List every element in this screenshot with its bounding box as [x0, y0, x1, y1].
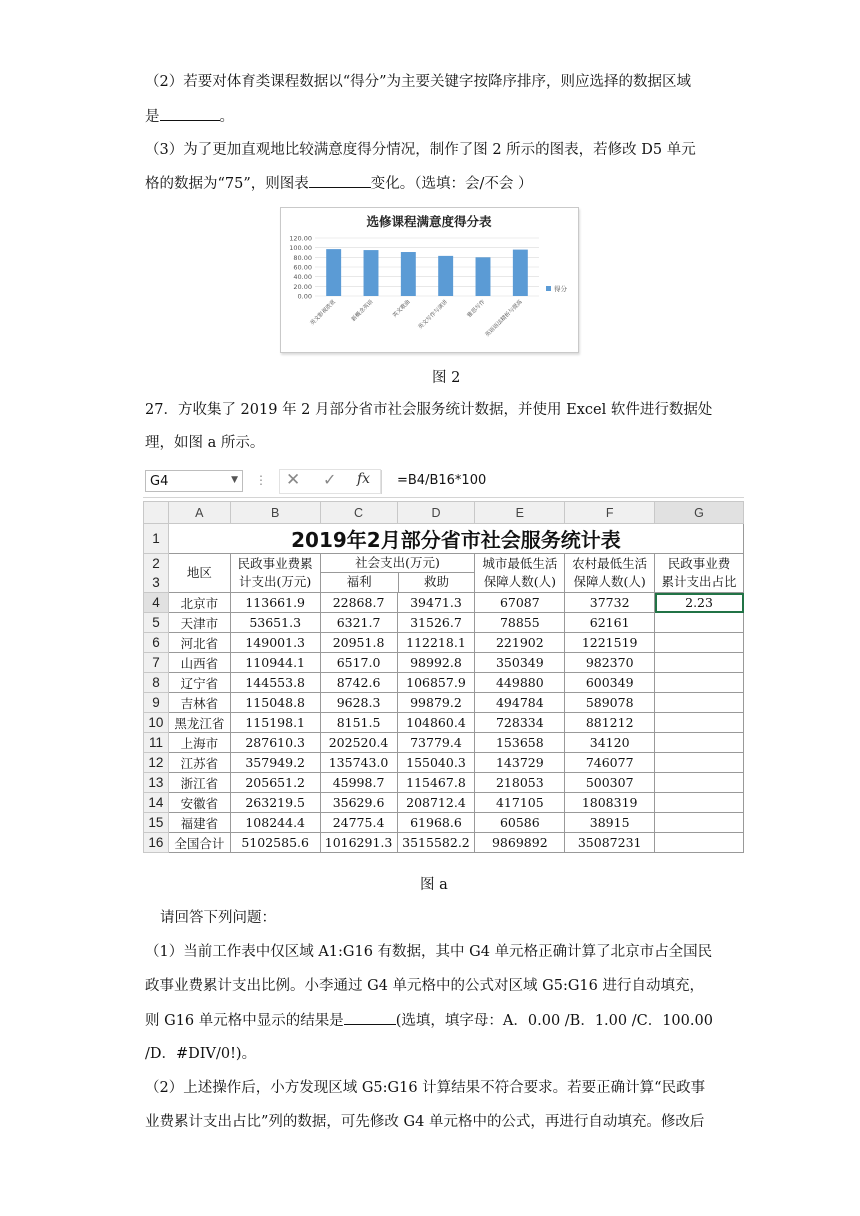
separator [381, 470, 382, 494]
cell-d[interactable]: 98992.8 [397, 653, 475, 673]
cell-region[interactable]: 山西省 [168, 653, 230, 673]
q1-line1: （1）当前工作表中仅区域 A1:G16 有数据，其中 G4 单元格正确计算了北京市占全国民 [145, 944, 713, 960]
cell-b[interactable]: 113661.9 [230, 593, 320, 613]
cell-region[interactable]: 河北省 [168, 633, 230, 653]
cell-c[interactable]: 8151.5 [320, 713, 397, 733]
cell-g[interactable] [655, 633, 744, 653]
cell-b[interactable]: 53651.3 [230, 613, 320, 633]
chart-svg [281, 208, 578, 352]
cell-b[interactable]: 115048.8 [230, 693, 320, 713]
q3-line1: （3）为了更加直观地比较满意度得分情况，制作了图 2 所示的图表，若修改 D5 单元 [145, 142, 696, 158]
cell-e[interactable]: 218053 [475, 773, 565, 793]
cell-b[interactable]: 149001.3 [230, 633, 320, 653]
cell-d[interactable]: 155040.3 [397, 753, 475, 773]
cell-region[interactable]: 天津市 [168, 613, 230, 633]
formula-bar [143, 467, 744, 498]
cell-e[interactable]: 67087 [475, 593, 565, 613]
x-tick-label: 英文写作与演讲 [417, 299, 450, 331]
spreadsheet-grid [143, 501, 744, 853]
cell-region[interactable]: 安徽省 [168, 793, 230, 813]
cell-e[interactable]: 78855 [475, 613, 565, 633]
table-row [144, 833, 744, 853]
cell-c[interactable]: 6517.0 [320, 653, 397, 673]
y-tick-label: 120.00 [289, 234, 312, 243]
cell-c[interactable]: 45998.7 [320, 773, 397, 793]
cell-g[interactable] [655, 673, 744, 693]
sheet-title[interactable]: 2019年2月部分省市社会服务统计表 [168, 524, 743, 554]
cell-region[interactable]: 黑龙江省 [168, 713, 230, 733]
column-header[interactable]: C [320, 502, 397, 524]
satisfaction-chart [280, 207, 579, 353]
row-header[interactable]: 1 [144, 524, 169, 554]
cell-c[interactable]: 20951.8 [320, 633, 397, 653]
cell-d[interactable]: 99879.2 [397, 693, 475, 713]
row-header[interactable]: 13 [144, 773, 169, 793]
column-header[interactable]: F [565, 502, 655, 524]
cell-c[interactable]: 24775.4 [320, 813, 397, 833]
q1-line2: 政事业费累计支出比例。小李通过 G4 单元格中的公式对区域 G5:G16 进行自动填充， [145, 978, 704, 994]
cell-c[interactable]: 9628.3 [320, 693, 397, 713]
cell-d[interactable]: 39471.3 [397, 593, 475, 613]
cell-e[interactable]: 9869892 [475, 833, 565, 853]
y-tick-label: 40.00 [293, 273, 312, 282]
cell-region[interactable]: 江苏省 [168, 753, 230, 773]
cell-e[interactable]: 350349 [475, 653, 565, 673]
column-header[interactable]: G [655, 502, 744, 524]
cell-b[interactable]: 115198.1 [230, 713, 320, 733]
cell-g[interactable] [655, 833, 744, 853]
cell-f[interactable]: 34120 [565, 733, 655, 753]
cell-e[interactable]: 417105 [475, 793, 565, 813]
row-header[interactable]: 4 [144, 593, 169, 613]
cell-g[interactable] [655, 613, 744, 633]
cell-d[interactable]: 208712.4 [397, 793, 475, 813]
cell-e[interactable]: 494784 [475, 693, 565, 713]
bar [438, 256, 453, 296]
questions-intro: 请回答下列问题： [160, 910, 276, 926]
cell-region[interactable]: 上海市 [168, 733, 230, 753]
cell-f[interactable]: 62161 [565, 613, 655, 633]
header-ratio[interactable]: 民政事业费 累计支出占比 [655, 554, 744, 593]
cell-region[interactable]: 全国合计 [168, 833, 230, 853]
cell-g[interactable] [655, 813, 744, 833]
cell-b[interactable]: 5102585.6 [230, 833, 320, 853]
cancel-icon[interactable]: ✕ [286, 470, 301, 490]
cell-d[interactable]: 31526.7 [397, 613, 475, 633]
cell-e[interactable]: 221902 [475, 633, 565, 653]
cell-f[interactable]: 37732 [565, 593, 655, 613]
cell-f[interactable]: 1808319 [565, 793, 655, 813]
cell-e[interactable]: 449880 [475, 673, 565, 693]
y-tick-label: 60.00 [293, 263, 312, 272]
cell-region[interactable]: 福建省 [168, 813, 230, 833]
q2b-line2: 业费累计支出占比”列的数据，可先修改 G4 单元格中的公式，再进行自动填充。修改后 [145, 1114, 705, 1130]
cell-g[interactable] [655, 713, 744, 733]
x-tick-label: 雅思写作 [466, 299, 487, 319]
cell-e[interactable]: 728334 [475, 713, 565, 733]
y-tick-label: 100.00 [289, 244, 312, 253]
row-header[interactable]: 10 [144, 713, 169, 733]
cell-c[interactable]: 1016291.3 [320, 833, 397, 853]
q2-line1: （2）若要对体育类课程数据以“得分”为主要关键字按降序排序，则应选择的数据区域 [145, 74, 692, 90]
q2b-line1: （2）上述操作后，小方发现区域 G5:G16 计算结果不符合要求。若要正确计算“民政事 [145, 1080, 706, 1096]
formula-input[interactable]: =B4/B16*100 [397, 473, 487, 488]
cell-f[interactable]: 38915 [565, 813, 655, 833]
answer-blank [309, 173, 371, 188]
row-header[interactable]: 7 [144, 653, 169, 673]
cell-f[interactable]: 500307 [565, 773, 655, 793]
y-tick-label: 80.00 [293, 253, 312, 262]
cell-g[interactable]: 2.23 [655, 593, 744, 613]
name-box[interactable]: G4 ▼ [145, 470, 243, 492]
x-tick-label: 新概念英语 [350, 299, 375, 323]
cell-g[interactable] [655, 733, 744, 753]
cell-c[interactable]: 8742.6 [320, 673, 397, 693]
table-row [144, 653, 744, 673]
cell-g[interactable] [655, 773, 744, 793]
cell-e[interactable]: 153658 [475, 733, 565, 753]
cell-f[interactable]: 589078 [565, 693, 655, 713]
y-tick-label: 20.00 [293, 282, 312, 291]
cell-region[interactable]: 浙江省 [168, 773, 230, 793]
confirm-icon[interactable]: ✓ [323, 470, 337, 489]
table-row [144, 673, 744, 693]
table-row [144, 753, 744, 773]
table-row [144, 693, 744, 713]
cell-g[interactable] [655, 753, 744, 773]
column-header[interactable]: D [397, 502, 475, 524]
cell-b[interactable]: 205651.2 [230, 773, 320, 793]
cell-d[interactable]: 112218.1 [397, 633, 475, 653]
x-tick-label: 英文歌曲 [391, 299, 412, 319]
cell-d[interactable]: 61968.6 [397, 813, 475, 833]
row-header[interactable]: 14 [144, 793, 169, 813]
cell-f[interactable]: 600349 [565, 673, 655, 693]
excel-window [143, 467, 744, 857]
cell-d[interactable]: 104860.4 [397, 713, 475, 733]
cell-c[interactable]: 22868.7 [320, 593, 397, 613]
bar [326, 249, 341, 296]
chevron-down-icon[interactable]: ▼ [231, 475, 238, 485]
bar [476, 257, 491, 296]
cell-g[interactable] [655, 793, 744, 813]
insert-function-icon[interactable]: fx [357, 471, 371, 487]
table-row [144, 633, 744, 653]
cell-d[interactable]: 73779.4 [397, 733, 475, 753]
row-header[interactable]: 6 [144, 633, 169, 653]
q1-line4: /D．#DIV/0!)。 [145, 1046, 257, 1062]
table-row [144, 793, 744, 813]
cell-c[interactable]: 135743.0 [320, 753, 397, 773]
cell-region[interactable]: 吉林省 [168, 693, 230, 713]
q1-line3: 则 G16 单元格中显示的结果是 (选填，填字母：A．0.00 /B．1.00 /C．100.00 [145, 1010, 735, 1031]
q2-line2: 是 。 [145, 106, 735, 127]
row-header[interactable]: 12 [144, 753, 169, 773]
column-header[interactable]: A [168, 502, 230, 524]
cell-d[interactable]: 3515582.2 [397, 833, 475, 853]
table-row [144, 813, 744, 833]
cell-f[interactable]: 746077 [565, 753, 655, 773]
y-tick-label: 0.00 [297, 292, 312, 301]
header-social-spend[interactable]: 社会支出(万元) 福利 救助 [320, 554, 475, 593]
column-header[interactable]: E [475, 502, 565, 524]
cell-f[interactable]: 1221519 [565, 633, 655, 653]
column-header[interactable]: B [230, 502, 320, 524]
bar [513, 250, 528, 296]
cell-region[interactable]: 北京市 [168, 593, 230, 613]
cell-g[interactable] [655, 653, 744, 673]
bar [364, 250, 379, 296]
header-civil-spend[interactable]: 民政事业费累 计支出(万元) [230, 554, 320, 593]
q27-line1: 27．方收集了 2019 年 2 月部分省市社会服务统计数据，并使用 Excel 软件进行数据处 [145, 402, 713, 418]
cell-b[interactable]: 144553.8 [230, 673, 320, 693]
cell-e[interactable]: 60586 [475, 813, 565, 833]
table-row [144, 713, 744, 733]
row-header[interactable]: 15 [144, 813, 169, 833]
chart-title: 选修课程满意度得分表 [366, 214, 492, 229]
row-header[interactable]: 2 3 [144, 554, 169, 593]
cell-d[interactable]: 106857.9 [397, 673, 475, 693]
header-region[interactable]: 地区 [168, 554, 230, 593]
cell-b[interactable]: 110944.1 [230, 653, 320, 673]
cell-c[interactable]: 202520.4 [320, 733, 397, 753]
cell-f[interactable]: 982370 [565, 653, 655, 673]
cell-b[interactable]: 263219.5 [230, 793, 320, 813]
legend-swatch [546, 286, 551, 291]
q27-line2: 理，如图 a 所示。 [145, 435, 265, 451]
figure-2-caption: 图 2 [432, 370, 461, 386]
answer-blank [160, 106, 220, 121]
cell-f[interactable]: 35087231 [565, 833, 655, 853]
cell-c[interactable]: 6321.7 [320, 613, 397, 633]
header-urban[interactable]: 城市最低生活 保障人数(人) [475, 554, 565, 593]
select-all-corner[interactable] [144, 502, 169, 524]
table-row [144, 613, 744, 633]
table-row [144, 593, 744, 613]
row-header[interactable]: 11 [144, 733, 169, 753]
row-header[interactable]: 16 [144, 833, 169, 853]
cell-f[interactable]: 881212 [565, 713, 655, 733]
figure-a-caption: 图 a [420, 877, 448, 893]
more-icon: ⋮ [255, 473, 267, 487]
answer-blank [344, 1010, 396, 1025]
bar [401, 252, 416, 296]
x-tick-label: 英语语法精析与提高 [484, 299, 524, 339]
cell-b[interactable]: 108244.4 [230, 813, 320, 833]
cell-g[interactable] [655, 693, 744, 713]
cell-b[interactable]: 357949.2 [230, 753, 320, 773]
cell-b[interactable]: 287610.3 [230, 733, 320, 753]
row-header[interactable]: 8 [144, 673, 169, 693]
table-row [144, 773, 744, 793]
header-rural[interactable]: 农村最低生活 保障人数(人) [565, 554, 655, 593]
cell-d[interactable]: 115467.8 [397, 773, 475, 793]
row-header[interactable]: 9 [144, 693, 169, 713]
x-tick-label: 英文影视欣赏 [309, 299, 338, 327]
table-row [144, 733, 744, 753]
cell-region[interactable]: 辽宁省 [168, 673, 230, 693]
q3-line2: 格的数据为“75”，则图表 变化。（选填：会/不会 ） [145, 173, 735, 194]
row-header[interactable]: 5 [144, 613, 169, 633]
cell-e[interactable]: 143729 [475, 753, 565, 773]
legend-label: 得分 [554, 285, 567, 293]
cell-c[interactable]: 35629.6 [320, 793, 397, 813]
